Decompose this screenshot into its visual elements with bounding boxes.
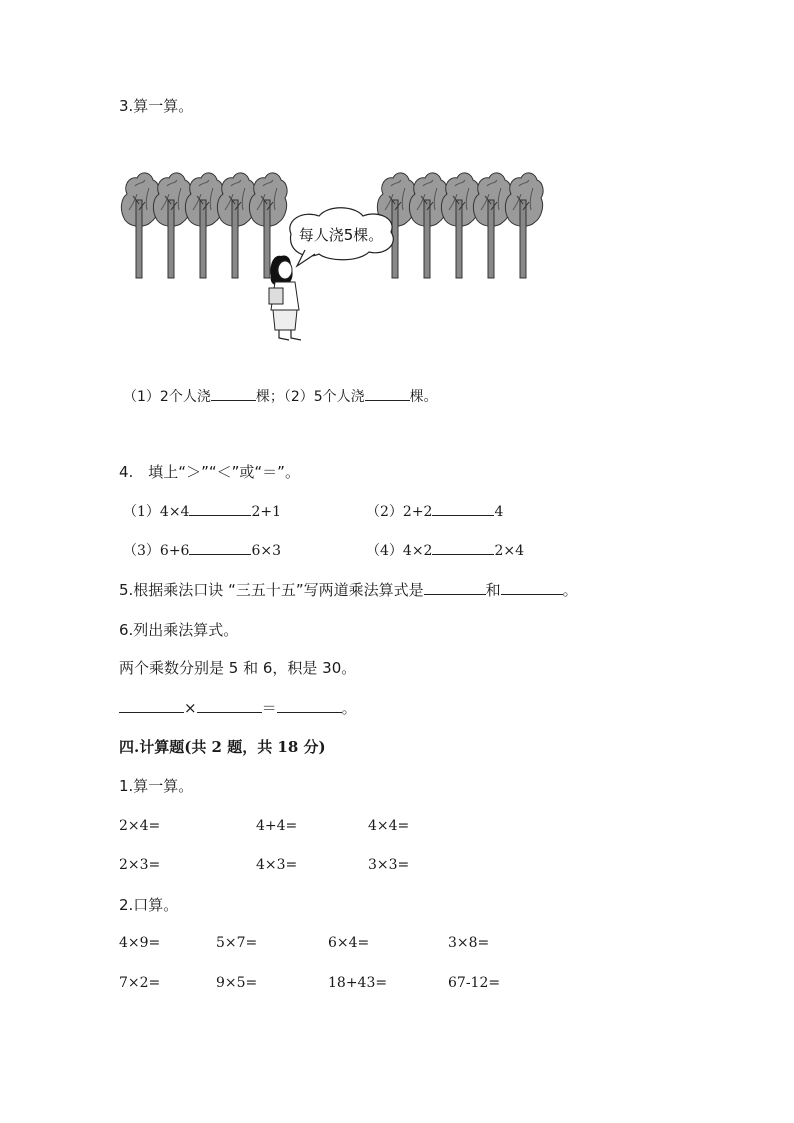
q6-title: 6.列出乘法算式。 — [119, 621, 239, 639]
q4-blank-4[interactable] — [432, 540, 494, 555]
q4-item-3-right: 6×3 — [251, 543, 281, 559]
trees-watering-illustration — [119, 170, 559, 350]
q6-equals-sign: ＝ — [261, 699, 277, 717]
calc2-r2-c3: 18+43= — [328, 975, 388, 991]
q5-blank-2[interactable] — [501, 580, 563, 595]
q4-blank-2[interactable] — [432, 501, 494, 516]
q4-item-4-left: （4）4×2 — [366, 543, 433, 559]
q4-item-2-right: 4 — [494, 504, 504, 520]
q4-item-1-left: （1）4×4 — [123, 504, 190, 520]
q6-blank-factor-2[interactable] — [197, 698, 262, 713]
teacher-figure — [269, 255, 301, 340]
calc1-r2-c1: 2×3= — [119, 857, 161, 873]
q4-item-4-right: 2×4 — [494, 543, 524, 559]
speech-bubble — [290, 208, 394, 266]
calc2-r2-c2: 9×5= — [216, 975, 258, 991]
q5-suffix: 。 — [562, 581, 578, 599]
calc2-r2-c4: 67-12= — [448, 975, 501, 991]
calc1-r1-c3: 4×4= — [368, 818, 410, 834]
q3-title: 3.算一算。 — [119, 97, 194, 115]
section4-title: 四.计算题(共 2 题，共 18 分) — [119, 738, 326, 756]
q4-title: 4. 填上“＞”“＜”或“＝”。 — [119, 463, 300, 481]
q4-item-2-left: （2）2+2 — [366, 504, 433, 520]
q6-times-sign: × — [184, 699, 197, 717]
calc2-r1-c4: 3×8= — [448, 935, 490, 951]
speech-text: 每人浇5棵。 — [298, 226, 384, 244]
q4-item-3-left: （3）6+6 — [123, 543, 190, 559]
calc1-r2-c3: 3×3= — [368, 857, 410, 873]
q6-blank-factor-1[interactable] — [119, 698, 184, 713]
calc2-r1-c3: 6×4= — [328, 935, 370, 951]
q3-blank-1[interactable] — [211, 386, 256, 401]
q3-answer-line — [123, 386, 438, 407]
q4-blank-3[interactable] — [189, 540, 251, 555]
q4-item-4 — [366, 540, 524, 561]
q4-item-2 — [366, 501, 503, 522]
q3-part2-suffix: 棵。 — [409, 389, 438, 405]
tree-group-right — [377, 173, 543, 278]
tree-group-left — [121, 173, 287, 278]
q4-item-1-right: 2+1 — [251, 504, 281, 520]
calc1-title: 1.算一算。 — [119, 777, 194, 795]
calc2-r1-c2: 5×7= — [216, 935, 258, 951]
calc2-title: 2.口算。 — [119, 896, 179, 914]
q6-end-mark: 。 — [341, 699, 357, 717]
q3-part2-prefix: （2）5个人浇 — [283, 389, 365, 405]
q3-part1-prefix: （1）2个人浇 — [123, 389, 211, 405]
q5-middle: 和 — [485, 581, 501, 599]
q4-item-3 — [123, 540, 281, 561]
q5-line — [119, 580, 578, 600]
q6-text: 两个乘数分别是 5 和 6，积是 30。 — [119, 659, 357, 677]
calc1-r2-c2: 4×3= — [256, 857, 298, 873]
q6-blank-product[interactable] — [277, 698, 342, 713]
calc1-r1-c1: 2×4= — [119, 818, 161, 834]
calc2-r1-c1: 4×9= — [119, 935, 161, 951]
q3-blank-2[interactable] — [365, 386, 410, 401]
q4-item-1 — [123, 501, 281, 522]
calc1-r1-c2: 4+4= — [256, 818, 298, 834]
q5-prefix: 5.根据乘法口诀 “三五十五”写两道乘法算式是 — [119, 581, 424, 599]
q4-blank-1[interactable] — [189, 501, 251, 516]
calc2-r2-c1: 7×2= — [119, 975, 161, 991]
q6-equation — [119, 698, 357, 718]
q3-part1-suffix: 棵； — [255, 389, 284, 405]
q5-blank-1[interactable] — [424, 580, 486, 595]
